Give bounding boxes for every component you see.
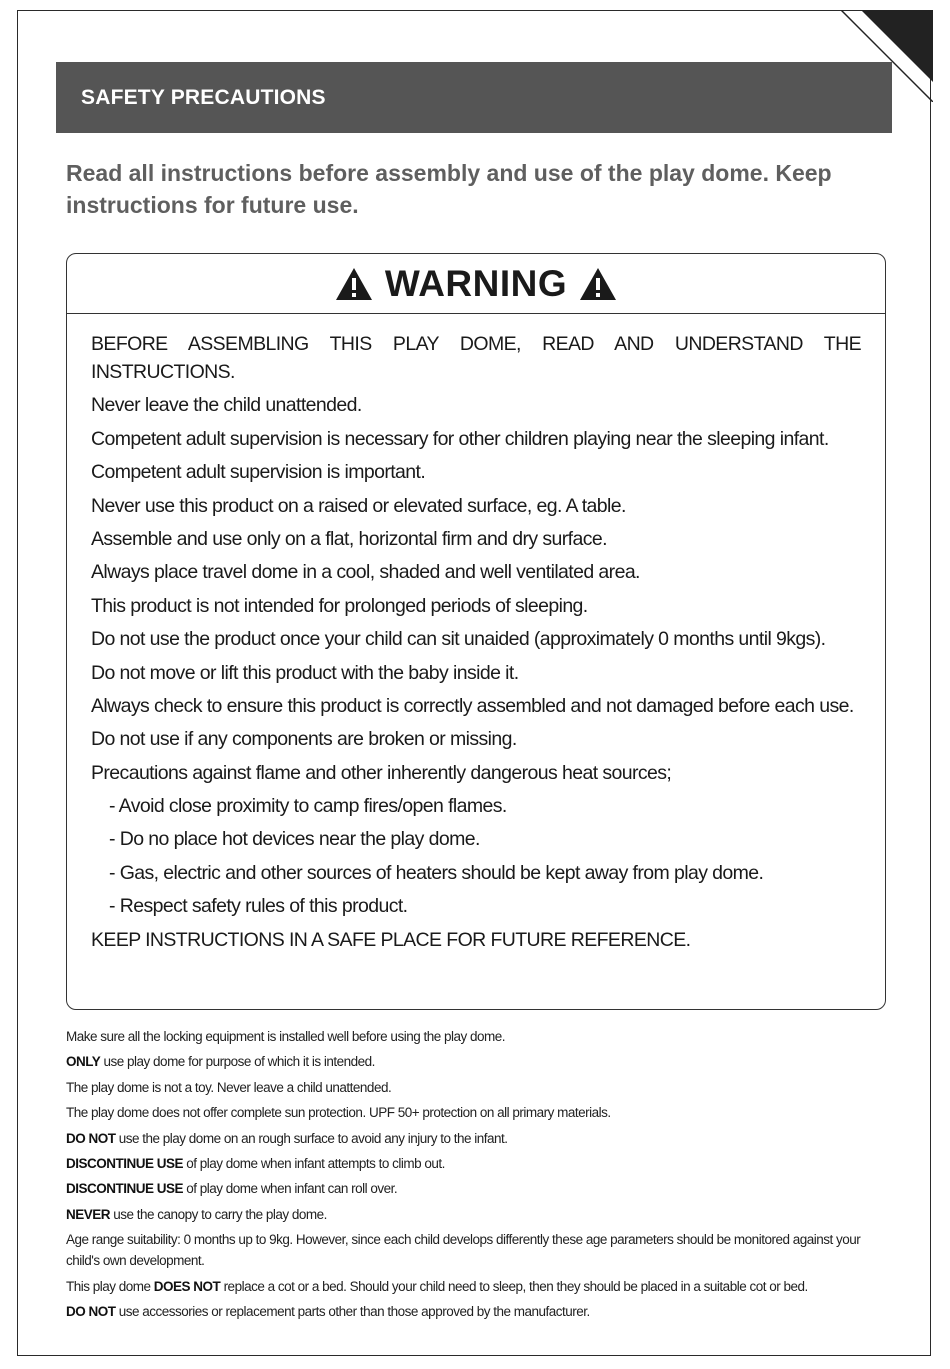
warning-subitem: - Avoid close proximity to camp fires/open flames.	[109, 795, 507, 818]
warning-subitem: - Respect safety rules of this product.	[109, 895, 408, 918]
note-text: Make sure all the locking equipment is installed well before using the play dome.	[66, 1029, 506, 1044]
warning-list	[67, 314, 885, 954]
warning-item: Assemble and use only on a flat, horizontal firm and dry surface.	[91, 527, 607, 550]
note-text: of play dome when infant attempts to climb out.	[183, 1155, 445, 1171]
warning-header	[67, 254, 885, 314]
warning-item: Precautions against flame and other inherently dangerous heat sources;	[91, 761, 672, 784]
warning-item: Competent adult supervision is necessary for other children playing near the sleeping infant.	[91, 427, 829, 450]
warning-item: Never leave the child unattended.	[91, 394, 362, 417]
note-emphasis: ONLY	[66, 1054, 101, 1070]
note-text: of play dome when infant can roll over.	[183, 1181, 398, 1197]
note-text: use the canopy to carry the play dome.	[110, 1206, 327, 1222]
warning-item: Always check to ensure this product is correctly assembled and not damaged before each use.	[91, 694, 854, 717]
warning-item: Do not move or lift this product with the baby inside it.	[91, 661, 519, 684]
note-emphasis: DO NOT	[66, 1303, 116, 1319]
note-text: The play dome is not a toy. Never leave a child unattended.	[66, 1079, 392, 1095]
note-text: replace a cot or a bed. Should your child need to sleep, then they should be placed in a suitable cot or bed.	[220, 1278, 808, 1294]
warning-box	[66, 253, 886, 1010]
safety-notes	[66, 1026, 891, 1326]
safety-note	[66, 1204, 891, 1225]
warning-item: Always place travel dome in a cool, shaded and well ventilated area.	[91, 561, 640, 584]
warning-item: Competent adult supervision is important.	[91, 461, 426, 484]
note-text: The play dome does not offer complete sun protection. UPF 50+ protection on all primary materials.	[66, 1105, 611, 1121]
safety-note	[66, 1102, 891, 1123]
warning-title: WARNING	[384, 262, 568, 304]
note-text: Age range suitability: 0 months up to 9kg. However, since each child develops differently these age parameters should be monitored against your child's own development.	[66, 1232, 861, 1269]
warning-subitem: - Gas, electric and other sources of heaters should be kept away from play dome.	[109, 861, 764, 884]
safety-note	[66, 1229, 891, 1271]
note-emphasis: DO NOT	[66, 1130, 116, 1146]
safety-note	[66, 1077, 891, 1098]
warning-item: KEEP INSTRUCTIONS IN A SAFE PLACE FOR FUTURE REFERENCE.	[91, 928, 691, 951]
safety-note	[66, 1276, 891, 1297]
note-emphasis: DISCONTINUE USE	[66, 1155, 184, 1171]
warning-subitem: - Do no place hot devices near the play dome.	[109, 828, 480, 851]
note-emphasis: DISCONTINUE USE	[66, 1181, 184, 1197]
note-text: This play dome	[66, 1278, 154, 1294]
note-text: use play dome for purpose of which it is intended.	[100, 1054, 375, 1070]
section-title: SAFETY PRECAUTIONS	[81, 85, 326, 109]
safety-note	[66, 1128, 891, 1149]
safety-note	[66, 1026, 891, 1047]
safety-note	[66, 1051, 891, 1072]
warning-triangle-icon	[335, 267, 373, 301]
note-text: use accessories or replacement parts other than those approved by the manufacturer.	[115, 1303, 590, 1319]
warning-triangle-icon	[579, 267, 617, 301]
note-emphasis: NEVER	[66, 1206, 111, 1222]
warning-item: Do not use if any components are broken or missing.	[91, 728, 517, 751]
safety-note	[66, 1153, 891, 1174]
note-text: use the play dome on an rough surface to avoid any injury to the infant.	[115, 1130, 508, 1146]
section-header	[56, 62, 892, 133]
warning-item: Do not use the product once your child can sit unaided (approximately 0 months until 9kgs).	[91, 628, 826, 651]
safety-note	[66, 1301, 891, 1322]
warning-item: BEFORE ASSEMBLING THIS PLAY DOME, READ AND UNDERSTAND THE INSTRUCTIONS.	[91, 333, 861, 383]
note-emphasis: DOES NOT	[153, 1278, 221, 1294]
safety-note	[66, 1178, 891, 1199]
intro-text: Read all instructions before assembly and use of the play dome. Keep instructions for future use.	[66, 160, 832, 218]
warning-item: This product is not intended for prolonged periods of sleeping.	[91, 594, 588, 617]
warning-item: Never use this product on a raised or elevated surface, eg. A table.	[91, 494, 626, 517]
